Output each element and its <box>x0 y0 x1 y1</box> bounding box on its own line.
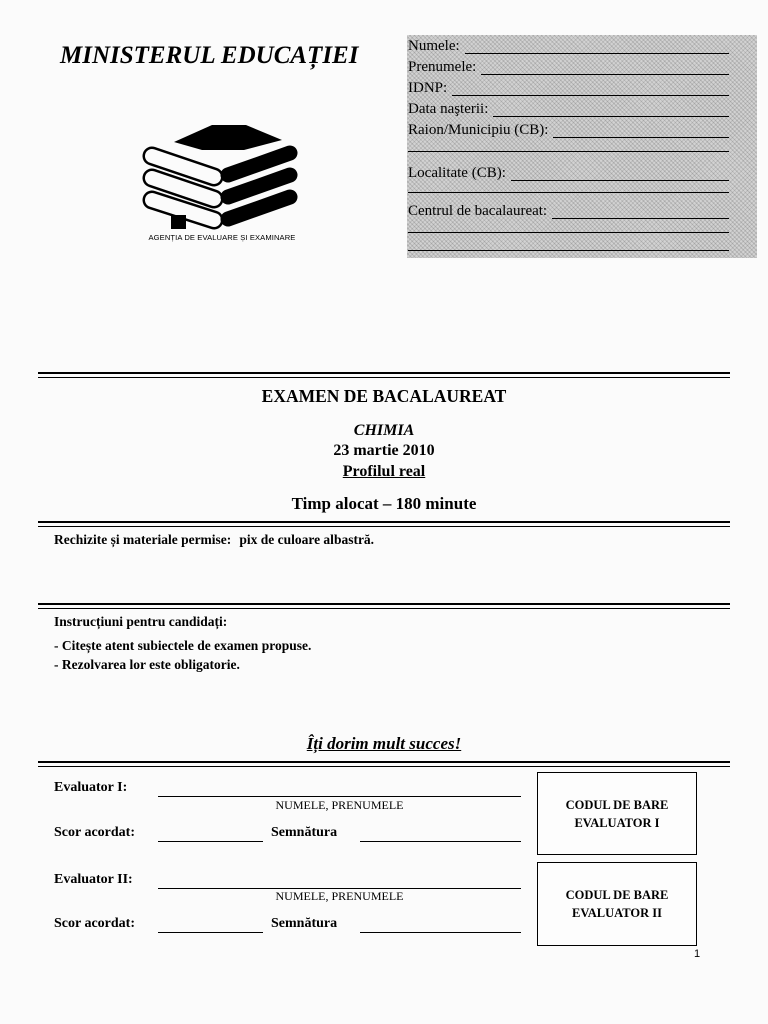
exam-profile-row <box>38 463 730 481</box>
instruction-item: - Citește atent subiectele de examen propuse. <box>54 638 312 653</box>
fill-line <box>408 151 729 152</box>
ministry-title: MINISTERUL EDUCAȚIEI <box>60 42 359 69</box>
field-row-exam-center <box>408 201 729 219</box>
good-luck-row <box>38 734 730 754</box>
fill-line <box>465 52 729 54</box>
evaluator-2-label: Evaluator II: <box>54 872 133 887</box>
evaluator-1-signature-line <box>360 841 521 842</box>
evaluator-1-label: Evaluator I: <box>54 780 128 795</box>
field-row-idnp <box>408 78 729 96</box>
field-label: Raion/Municipiu (CB): <box>408 122 549 138</box>
exam-time: Timp alocat – 180 minute <box>291 494 477 513</box>
evaluator-2-score-line <box>158 932 263 933</box>
logo-pedestal <box>171 215 186 229</box>
logo-top-cap <box>174 125 282 150</box>
exam-title: EXAMEN DE BACALAUREAT <box>261 386 507 406</box>
evaluator-1-barcode-box <box>537 772 697 855</box>
evaluator-1-signature-label: Semnătura <box>271 825 338 840</box>
field-label: IDNP: <box>408 80 448 96</box>
field-label: Centrul de bacalaureat: <box>408 203 548 219</box>
barcode-label: CODUL DE BARE <box>565 797 669 812</box>
barcode-label: CODUL DE BARE <box>565 888 669 902</box>
evaluator-2-barcode-box <box>537 862 697 946</box>
double-divider <box>38 521 730 527</box>
fill-line <box>552 217 729 219</box>
logo-right-bars <box>228 153 290 219</box>
evaluator-2-signature-label: Semnătura <box>271 916 338 931</box>
double-divider <box>38 372 730 378</box>
candidate-info-box <box>407 35 757 258</box>
fill-line <box>408 232 729 233</box>
evaluator-1-name-line <box>158 796 521 797</box>
agency-caption: AGENȚIA DE EVALUARE ȘI EXAMINARE <box>148 233 296 242</box>
field-label: Prenumele: <box>408 59 477 75</box>
evaluator-1-score-label: Scor acordat: <box>54 825 135 840</box>
instructions-title: Instrucțiuni pentru candidați: <box>54 614 228 629</box>
barcode-evaluator: EVALUATOR I <box>574 815 660 830</box>
fill-line <box>452 94 729 96</box>
fill-line <box>511 179 729 181</box>
logo-left-bars <box>152 156 214 220</box>
exam-profile: Profilul real <box>342 463 426 480</box>
fill-line <box>408 250 729 251</box>
evaluator-2-name-caption: NUMELE, PRENUMELE <box>275 889 404 903</box>
agency-logo <box>140 120 300 232</box>
field-row-locality <box>408 163 729 181</box>
evaluator-2-signature-line <box>360 932 521 933</box>
exam-date: 23 martie 2010 <box>333 442 435 459</box>
field-row-birthdate <box>408 99 729 117</box>
field-row-district <box>408 120 729 138</box>
field-row-surname <box>408 57 729 75</box>
double-divider <box>38 761 730 767</box>
field-label: Data naşterii: <box>408 101 489 117</box>
materials-value: pix de culoare albastră. <box>239 532 375 547</box>
page-number: 1 <box>694 948 701 960</box>
fill-line <box>408 192 729 193</box>
field-label: Numele: <box>408 38 460 54</box>
materials-label: Rechizite și materiale permise: <box>54 532 232 547</box>
field-label: Localitate (CB): <box>408 165 506 181</box>
fill-line <box>481 73 729 75</box>
fill-line <box>493 115 729 117</box>
exam-subject: CHIMIA <box>353 422 415 439</box>
barcode-evaluator: EVALUATOR II <box>572 906 662 920</box>
evaluator-1-name-caption: NUMELE, PRENUMELE <box>275 798 404 812</box>
fill-line <box>553 136 729 138</box>
double-divider <box>38 603 730 609</box>
good-luck-message: Îți dorim mult succes! <box>306 734 462 753</box>
materials-row <box>54 532 374 548</box>
evaluator-2-score-label: Scor acordat: <box>54 916 135 931</box>
evaluator-1-score-line <box>158 841 263 842</box>
field-row-name <box>408 36 729 54</box>
instruction-item: - Rezolvarea lor este obligatorie. <box>54 657 240 672</box>
